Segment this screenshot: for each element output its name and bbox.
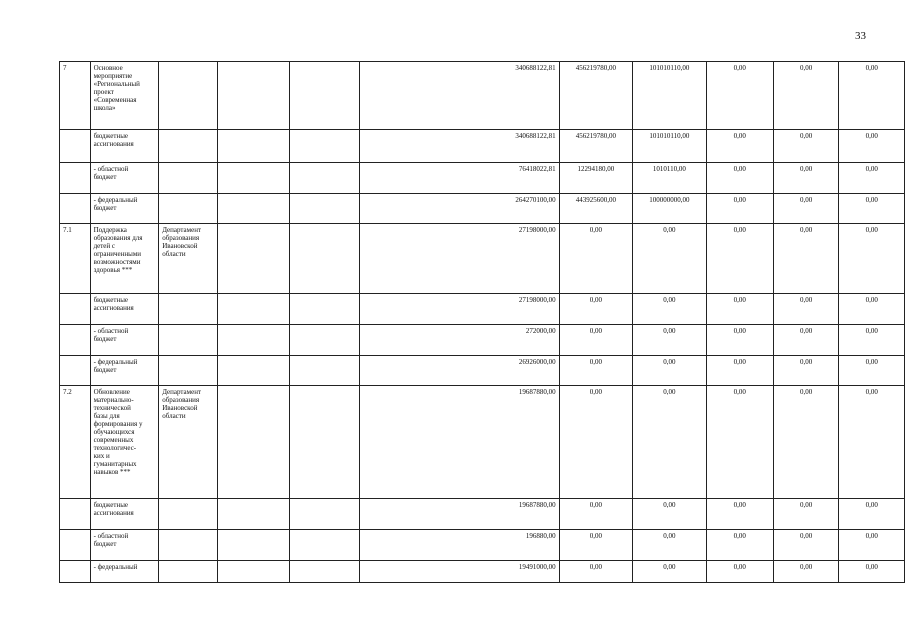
row-executor-cell (159, 194, 218, 224)
value-cell-6: 0,00 (839, 530, 905, 561)
value-cell-3: 0,00 (633, 224, 706, 294)
value-cell-6: 0,00 (839, 356, 905, 386)
empty-cell (289, 356, 360, 386)
table-row (60, 224, 905, 294)
value-cell-1: 27198000,00 (360, 224, 559, 294)
budget-table (59, 61, 905, 583)
table-row (60, 325, 905, 356)
row-name-cell: - областной бюджет (90, 530, 159, 561)
value-cell-2: 456219780,00 (559, 62, 632, 130)
row-name-cell: Основное мероприятие «Региональный проект «Современная школа» (90, 62, 159, 130)
empty-cell (289, 224, 360, 294)
row-index-cell (60, 163, 91, 194)
value-cell-4: 0,00 (706, 62, 773, 130)
value-cell-1: 196880,00 (360, 530, 559, 561)
table-row (60, 561, 905, 583)
value-cell-6: 0,00 (839, 194, 905, 224)
row-executor-cell (159, 325, 218, 356)
value-cell-6: 0,00 (839, 62, 905, 130)
row-executor-cell (159, 62, 218, 130)
row-executor-cell (159, 130, 218, 163)
value-cell-6: 0,00 (839, 561, 905, 583)
value-cell-1: 19687880,00 (360, 386, 559, 499)
value-cell-2: 0,00 (559, 294, 632, 325)
value-cell-5: 0,00 (773, 194, 839, 224)
row-executor-cell: Департамент образования Ивановской области (159, 224, 218, 294)
value-cell-5: 0,00 (773, 325, 839, 356)
empty-cell (217, 294, 289, 325)
row-executor-cell (159, 561, 218, 583)
value-cell-3: 0,00 (633, 356, 706, 386)
value-cell-4: 0,00 (706, 224, 773, 294)
value-cell-1: 19491000,00 (360, 561, 559, 583)
empty-cell (289, 499, 360, 530)
row-executor-cell (159, 499, 218, 530)
table-row (60, 163, 905, 194)
row-executor-cell (159, 530, 218, 561)
value-cell-5: 0,00 (773, 386, 839, 499)
value-cell-6: 0,00 (839, 499, 905, 530)
empty-cell (289, 130, 360, 163)
value-cell-5: 0,00 (773, 530, 839, 561)
row-executor-cell (159, 163, 218, 194)
value-cell-4: 0,00 (706, 561, 773, 583)
row-index-cell (60, 561, 91, 583)
empty-cell (217, 386, 289, 499)
row-index-cell (60, 499, 91, 530)
value-cell-3: 100000000,00 (633, 194, 706, 224)
empty-cell (217, 499, 289, 530)
value-cell-1: 27198000,00 (360, 294, 559, 325)
value-cell-3: 101010110,00 (633, 62, 706, 130)
empty-cell (289, 163, 360, 194)
value-cell-6: 0,00 (839, 163, 905, 194)
value-cell-2: 443925600,00 (559, 194, 632, 224)
value-cell-4: 0,00 (706, 130, 773, 163)
value-cell-5: 0,00 (773, 163, 839, 194)
row-name-cell: - федеральный бюджет (90, 356, 159, 386)
value-cell-4: 0,00 (706, 325, 773, 356)
value-cell-4: 0,00 (706, 356, 773, 386)
row-index-cell (60, 530, 91, 561)
empty-cell (217, 561, 289, 583)
value-cell-4: 0,00 (706, 499, 773, 530)
value-cell-3: 101010110,00 (633, 130, 706, 163)
page-number: 33 (855, 30, 866, 42)
row-name-cell: Обновление материально- технической базы для формирования у обучающихся современных технологичес- ких и гуманитарных навыков *** (90, 386, 159, 499)
row-name-cell: - областной бюджет (90, 325, 159, 356)
row-name-cell: - федеральный (90, 561, 159, 583)
value-cell-3: 0,00 (633, 294, 706, 325)
empty-cell (289, 194, 360, 224)
table-row (60, 294, 905, 325)
value-cell-5: 0,00 (773, 130, 839, 163)
value-cell-1: 340688122,81 (360, 62, 559, 130)
row-name-cell: бюджетные ассигнования (90, 499, 159, 530)
table-row (60, 62, 905, 130)
table-row (60, 194, 905, 224)
value-cell-3: 0,00 (633, 499, 706, 530)
value-cell-4: 0,00 (706, 163, 773, 194)
empty-cell (217, 224, 289, 294)
value-cell-2: 0,00 (559, 386, 632, 499)
row-name-cell: - областной бюджет (90, 163, 159, 194)
value-cell-3: 0,00 (633, 325, 706, 356)
row-executor-cell (159, 356, 218, 386)
empty-cell (289, 386, 360, 499)
value-cell-2: 0,00 (559, 224, 632, 294)
row-index-cell (60, 294, 91, 325)
row-index-cell: 7 (60, 62, 91, 130)
empty-cell (289, 530, 360, 561)
empty-cell (217, 163, 289, 194)
value-cell-3: 0,00 (633, 530, 706, 561)
table-row (60, 386, 905, 499)
empty-cell (217, 62, 289, 130)
value-cell-6: 0,00 (839, 294, 905, 325)
empty-cell (289, 561, 360, 583)
budget-table-body (60, 62, 905, 583)
value-cell-2: 0,00 (559, 530, 632, 561)
row-name-cell: Поддержка образования для детей с ограниченными возможностями здоровья *** (90, 224, 159, 294)
row-name-cell: - федеральный бюджет (90, 194, 159, 224)
value-cell-3: 1010110,00 (633, 163, 706, 194)
empty-cell (217, 530, 289, 561)
value-cell-1: 76418022,81 (360, 163, 559, 194)
value-cell-2: 0,00 (559, 356, 632, 386)
value-cell-5: 0,00 (773, 224, 839, 294)
value-cell-1: 272000,00 (360, 325, 559, 356)
empty-cell (217, 130, 289, 163)
value-cell-2: 0,00 (559, 499, 632, 530)
row-index-cell (60, 194, 91, 224)
empty-cell (217, 325, 289, 356)
value-cell-2: 0,00 (559, 325, 632, 356)
row-index-cell (60, 130, 91, 163)
value-cell-6: 0,00 (839, 386, 905, 499)
table-row (60, 356, 905, 386)
row-index-cell: 7.2 (60, 386, 91, 499)
value-cell-4: 0,00 (706, 194, 773, 224)
value-cell-2: 456219780,00 (559, 130, 632, 163)
value-cell-3: 0,00 (633, 386, 706, 499)
row-name-cell: бюджетные ассигнования (90, 294, 159, 325)
row-executor-cell: Департамент образования Ивановской области (159, 386, 218, 499)
value-cell-5: 0,00 (773, 294, 839, 325)
value-cell-1: 19687880,00 (360, 499, 559, 530)
value-cell-5: 0,00 (773, 561, 839, 583)
value-cell-2: 0,00 (559, 561, 632, 583)
row-index-cell (60, 356, 91, 386)
table-row (60, 130, 905, 163)
value-cell-6: 0,00 (839, 130, 905, 163)
value-cell-4: 0,00 (706, 294, 773, 325)
value-cell-1: 340688122,81 (360, 130, 559, 163)
empty-cell (289, 325, 360, 356)
value-cell-4: 0,00 (706, 386, 773, 499)
table-row (60, 530, 905, 561)
value-cell-5: 0,00 (773, 62, 839, 130)
row-name-cell: бюджетные ассигнования (90, 130, 159, 163)
value-cell-1: 264270100,00 (360, 194, 559, 224)
value-cell-6: 0,00 (839, 224, 905, 294)
value-cell-1: 26926000,00 (360, 356, 559, 386)
value-cell-2: 12294180,00 (559, 163, 632, 194)
value-cell-5: 0,00 (773, 499, 839, 530)
table-row (60, 499, 905, 530)
row-index-cell: 7.1 (60, 224, 91, 294)
empty-cell (289, 294, 360, 325)
empty-cell (289, 62, 360, 130)
empty-cell (217, 356, 289, 386)
row-index-cell (60, 325, 91, 356)
value-cell-5: 0,00 (773, 356, 839, 386)
value-cell-3: 0,00 (633, 561, 706, 583)
row-executor-cell (159, 294, 218, 325)
value-cell-4: 0,00 (706, 530, 773, 561)
value-cell-6: 0,00 (839, 325, 905, 356)
empty-cell (217, 194, 289, 224)
